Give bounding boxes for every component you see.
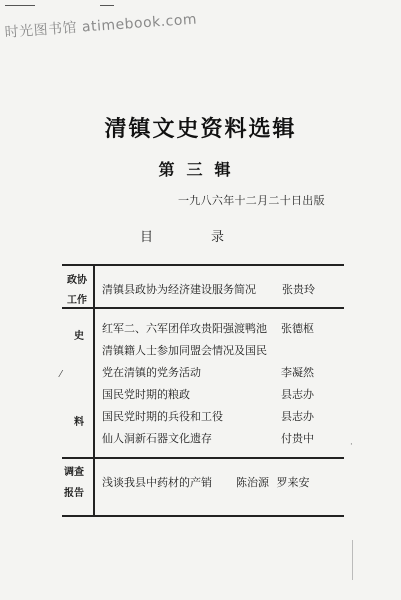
publication-date: 一九八六年十二月二十日出版	[178, 194, 325, 207]
toc-entry-title: 红军二、六军团佯攻贵阳强渡鸭池	[102, 322, 267, 335]
category-column-divider	[93, 264, 95, 515]
toc-entry-author: 付贵中	[281, 432, 314, 445]
scan-mark	[5, 5, 35, 6]
toc-entry-author: 张贵玲	[282, 283, 315, 296]
toc-entry-author: 张德枢	[281, 322, 314, 335]
toc-entry-title: 浅谈我县中药材的产销	[102, 476, 212, 489]
scan-speck: ·	[350, 440, 353, 450]
pen-mark: ⁄	[60, 370, 62, 380]
scan-streak	[352, 540, 353, 580]
category-label: 工作	[67, 295, 87, 306]
category-label: 料	[74, 417, 84, 428]
category-label: 调查	[64, 467, 84, 478]
toc-entry-author: 陈治源 罗来安	[236, 476, 310, 489]
toc-entry-title: 国民党时期的兵役和工役	[102, 410, 223, 423]
book-title: 清镇文史资料选辑	[104, 116, 297, 142]
section-divider	[62, 457, 344, 459]
category-label: 政协	[67, 275, 87, 286]
toc-entry-title: 国民党时期的粮政	[102, 388, 190, 401]
toc-entry-title: 清镇籍人士参加同盟会情况及国民	[102, 344, 267, 357]
toc-entry-title: 党在清镇的党务活动	[102, 366, 201, 379]
toc-heading-left: 目	[140, 230, 154, 245]
toc-entry-title: 仙人洞新石器文化遗存	[102, 432, 212, 445]
watermark: 时光图书馆 atimebook.com	[4, 11, 198, 41]
category-label: 史	[74, 331, 84, 342]
toc-entry-author: 县志办	[281, 410, 314, 423]
toc-heading-right: 录	[211, 230, 225, 245]
category-label: 报告	[64, 488, 84, 499]
toc-entry-title: 清镇县政协为经济建设服务简况	[102, 283, 256, 296]
toc-entry-author: 李凝然	[281, 366, 314, 379]
table-top-rule	[62, 264, 344, 266]
section-divider	[62, 307, 344, 309]
toc-heading	[140, 226, 224, 245]
scan-mark	[100, 5, 114, 6]
toc-entry-author: 县志办	[281, 388, 314, 401]
issue-number: 第三辑	[158, 160, 243, 179]
table-bottom-rule	[62, 515, 344, 517]
